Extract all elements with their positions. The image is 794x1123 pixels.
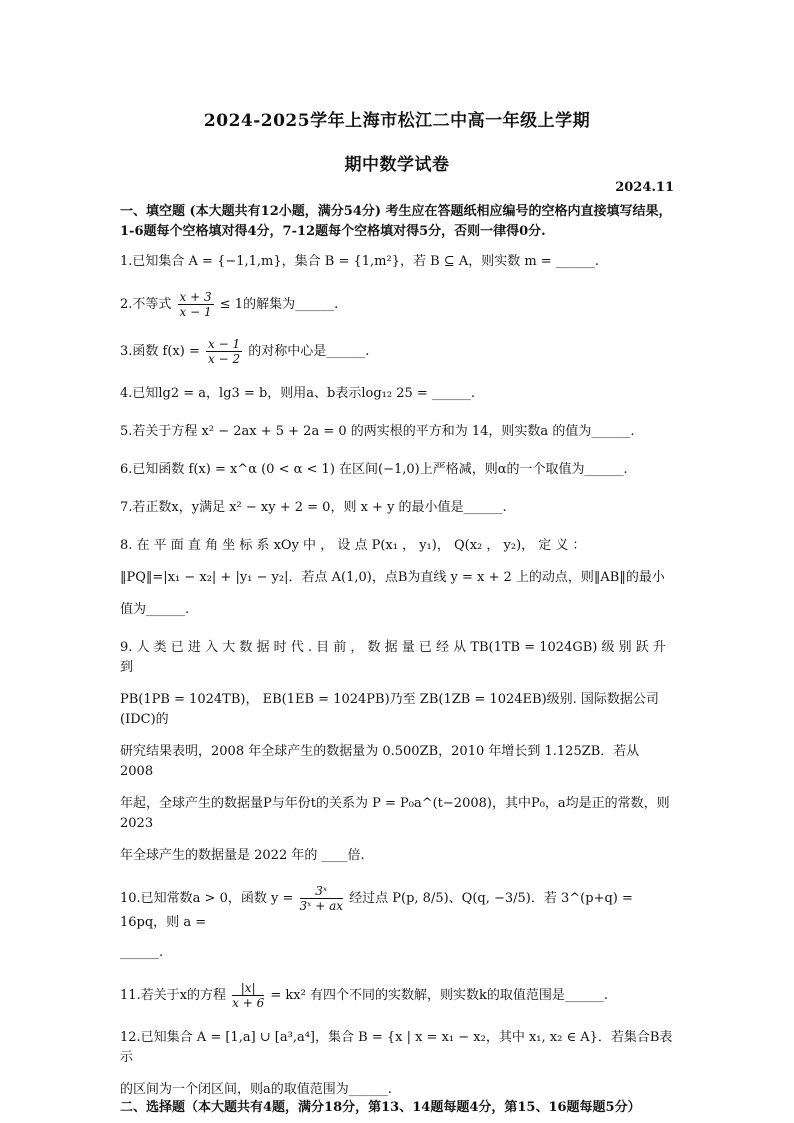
question-10-suffix: 经过点 P(p, 8/5)、Q(q, −3/5)．若 3^(p+q) = 16pq，则 a = (120, 891, 633, 930)
question-3-denominator: x − 2 (208, 352, 241, 366)
question-11-fraction (232, 981, 264, 1010)
question-8-line3: 值为______. (120, 602, 190, 617)
question-11-denominator: x + 6 (232, 996, 265, 1010)
question-3-suffix: 的对称中心是______. (248, 344, 370, 359)
question-3-numerator: x − 1 (208, 337, 241, 351)
question-7: 7.若正数x，y满足 x² − xy + 2 = 0，则 x + y 的最小值是______. (120, 500, 507, 515)
question-10 (120, 884, 676, 963)
question-8-line2: ‖PQ‖=|x₁ − x₂| + |y₁ − y₂|．若点 A(1,0)，点B为直线 y = x + 2 上的动点，则‖AB‖的最小 (120, 570, 665, 585)
question-9-line4: 年起，全球产生的数据量P与年份t的关系为 P = P₀a^(t−2008)，其中P₀，a均是正的常数，则 2023 (120, 796, 670, 831)
question-9-line5: 年全球产生的数据量是 2022 年的 ____倍. (120, 848, 365, 863)
exam-date: 2024.11 (615, 180, 674, 195)
question-9 (120, 638, 676, 866)
question-12-line2: 的区间为一个闭区间，则a的取值范围为______. (120, 1082, 392, 1097)
question-11-prefix: 11.若关于x的方程 (120, 988, 227, 1003)
question-2-numerator: x + 3 (179, 290, 212, 304)
exam-title-line2: 期中数学试卷 (344, 155, 450, 175)
exam-title-line1: 2024-2025学年上海市松江二中高一年级上学期 (203, 111, 591, 131)
exam-content (120, 200, 676, 1118)
question-10-numerator: 3ˣ (300, 884, 344, 899)
question-6: 6.已知函数 f(x) = x^α (0 < α < 1) 在区间(−1,0)上严格减，则α的一个取值为______. (120, 462, 628, 477)
question-2-fraction (178, 290, 214, 319)
question-11-numerator: |x| (232, 981, 264, 996)
section1-heading: 一、填空题 (本大题共有12小题，满分54分) 考生应在答题纸相应编号的空格内直接填写结果，1-6题每个空格填对得4分，7-12题每个空格填对得5分，否则一律得0分. (120, 204, 672, 239)
question-12-line1: 12.已知集合 A = [1,a] ∪ [a³,a⁴]，集合 B = {x | x = x₁ − x₂，其中 x₁, x₂ ∈ A}．若集合B表示 (120, 1030, 673, 1065)
question-10-denominator: 3ˣ + ax (299, 899, 343, 913)
question-1: 1.已知集合 A = {−1,1,m}，集合 B = {1,m²}，若 B ⊆ A，则实数 m = ______. (120, 254, 599, 269)
question-2-denominator: x − 1 (179, 305, 212, 319)
question-10-line1 (120, 884, 676, 933)
question-2 (120, 290, 676, 319)
question-3-prefix: 3.函数 f(x) = (120, 344, 200, 359)
question-9-line1: 9. 人 类 已 进 入 大 数 据 时 代 . 目 前 ， 数 据 量 已 经 从 TB(1TB = 1024GB) 级 别 跃 升 到 (120, 640, 666, 675)
question-2-suffix: ≤ 1的解集为______. (219, 297, 339, 312)
question-8-line1: 8. 在 平 面 直 角 坐 标 系 xOy 中 ， 设 点 P(x₁ ， y₁)， Q(x₂ ， y₂)， 定 义 ： (120, 538, 586, 553)
question-3-fraction (206, 337, 242, 366)
question-3 (120, 337, 676, 366)
question-9-line2: PB(1PB = 1024TB)， EB(1EB = 1024PB)乃至 ZB(1ZB = 1024EB)级别. 国际数据公司(IDC)的 (120, 692, 659, 727)
question-10-prefix: 10.已知常数a > 0，函数 y = (120, 891, 294, 906)
question-10-fraction (300, 884, 344, 913)
question-9-line3: 研究结果表明，2008 年全球产生的数据量为 0.500ZB，2010 年增长到 1.125ZB．若从 2008 (120, 744, 640, 779)
section2-heading: 二、选择题（本大题共有4题，满分18分，第13、14题每题4分，第15、16题每题5分） (120, 1100, 641, 1115)
question-2-prefix: 2.不等式 (120, 297, 172, 312)
question-4: 4.已知lg2 = a，lg3 = b，则用a、b表示log₁₂ 25 = ______. (120, 386, 476, 401)
question-11 (120, 981, 676, 1010)
question-10-line2: ______. (120, 945, 164, 960)
question-12 (120, 1028, 676, 1100)
question-8 (120, 536, 676, 620)
question-5: 5.若关于方程 x² − 2ax + 5 + 2a = 0 的两实根的平方和为 14，则实数a 的值为______. (120, 424, 635, 439)
question-11-suffix: = kx² 有四个不同的实数解，则实数k的取值范围是______. (270, 988, 608, 1003)
